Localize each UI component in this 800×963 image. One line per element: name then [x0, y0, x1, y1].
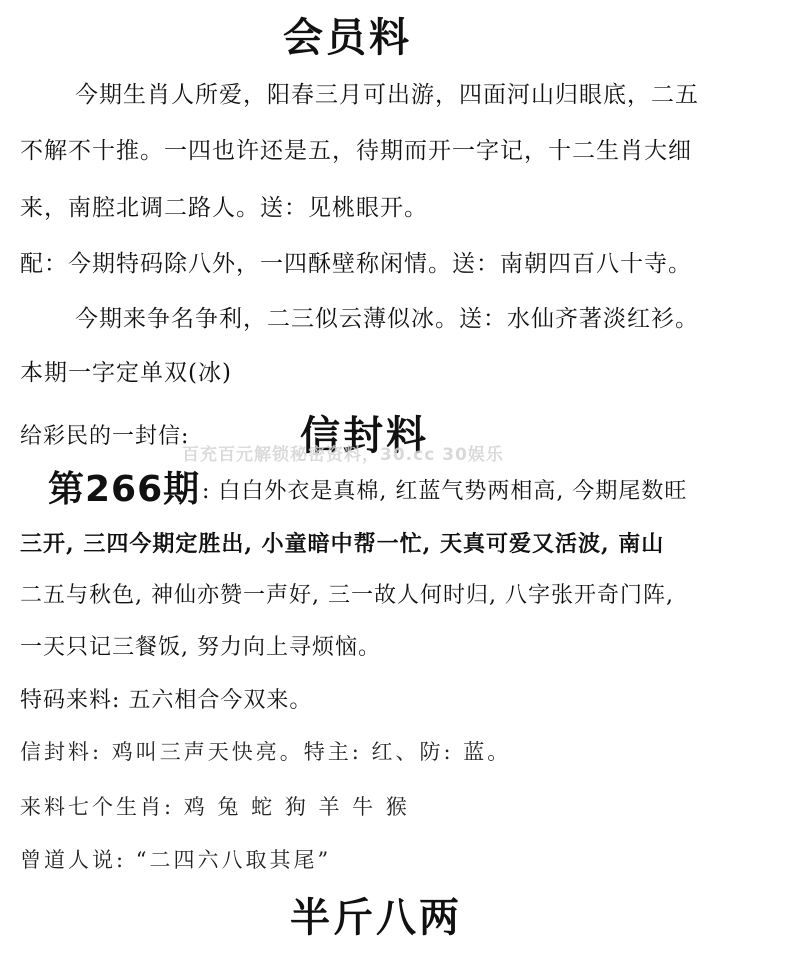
letter-label: 给彩民的一封信: — [20, 424, 190, 449]
taoist-line: 曾道人说: “二四六八取其尾” — [20, 848, 332, 872]
watermark: 百充百元解锁秘密资料，30.cc 30娱乐 — [182, 445, 504, 465]
letter-note-line: 信封料: 鸡叫三声天快亮。特主: 红、防: 蓝。 — [20, 740, 512, 764]
issue-line-4: 一天只记三餐饭, 努力向上寻烦恼。 — [20, 635, 381, 660]
member-line-1: 今期生肖人所爱，阳春三月可出游，四面河山归眼底，二五 — [75, 82, 699, 108]
letter-title: 信封料 — [300, 412, 429, 459]
member-line-2: 不解不十推。一四也许还是五，待期而开一字记，十二生肖大细 — [20, 138, 692, 164]
issue-line-2: 三开, 三四今期定胜出, 小童暗中帮一忙, 天真可爱又活波, 南山 — [20, 531, 665, 557]
special-code-line: 特码来料: 五六相合今双来。 — [20, 688, 313, 713]
odd-even-line: 本期一字定单双(冰) — [20, 360, 232, 386]
zodiac-line: 来料七个生肖: 鸡 兔 蛇 狗 羊 牛 猴 — [20, 795, 410, 819]
bottom-title: 半斤八两 — [290, 894, 462, 941]
pairing-line: 配：今期特码除八外，一四酥壁称闲情。送：南朝四百八十寺。 — [20, 251, 692, 277]
issue-line-3: 二五与秋色, 神仙亦赞一声好, 三一故人何时归, 八字张开奇门阵, — [20, 583, 674, 608]
member-title: 会员料 — [283, 14, 412, 61]
issue-number: 第266期 — [48, 469, 201, 510]
fame-line: 今期来争名争利，二三似云薄似冰。送：水仙齐著淡红衫。 — [75, 306, 699, 332]
issue-line-1: : 白白外衣是真棉, 红蓝气势两相高, 今期尾数旺 — [202, 479, 688, 504]
member-line-3: 来，南腔北调二路人。送：见桃眼开。 — [20, 195, 428, 221]
